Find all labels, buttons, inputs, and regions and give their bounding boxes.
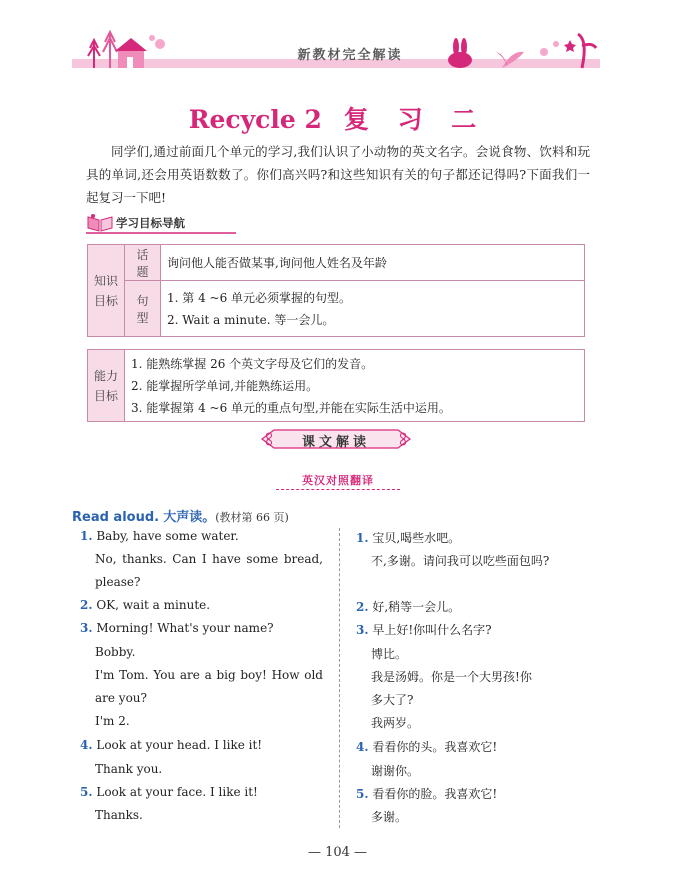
sentence-item: 1. 第 4 ~6 单元必须掌握的句型。	[167, 290, 352, 305]
column-divider	[339, 528, 340, 828]
chinese-line: 谢谢你。	[371, 764, 420, 778]
item-number: 5.	[80, 785, 93, 799]
topic-label: 话题	[125, 245, 161, 281]
textbook-reference: (教材第 66 页)	[215, 511, 289, 524]
item-number: 4.	[356, 740, 369, 754]
chinese-line: 2. 好,稍等一会儿。	[356, 600, 461, 614]
sentence-row	[88, 281, 585, 337]
read-aloud-english: Read aloud.	[72, 510, 160, 525]
topic-text: 询问他人能否做某事,询问他人姓名及年龄	[161, 245, 585, 281]
chinese-line: 多谢。	[371, 810, 408, 824]
chinese-line: 不,多谢。请问我可以吃些面包吗?	[371, 554, 550, 568]
item-number: 4.	[80, 738, 93, 752]
book-icon	[86, 213, 114, 233]
ability-content	[125, 350, 585, 422]
item-number: 3.	[80, 621, 93, 635]
goals-heading-text: 学习目标导航	[116, 216, 185, 230]
chinese-line: 4. 看看你的头。我喜欢它!	[356, 740, 498, 754]
subtitle-underline	[276, 489, 400, 490]
title-chinese: 复 习 二	[343, 105, 487, 134]
item-number: 3.	[356, 623, 369, 637]
page-number: — 104 —	[307, 845, 368, 860]
ability-item: 1. 能熟练掌握 26 个英文字母及它们的发音。	[131, 356, 374, 371]
item-number: 5.	[356, 787, 369, 801]
english-line: Thank you.	[95, 762, 163, 776]
section-banner	[260, 428, 412, 450]
english-line: 1. Baby, have some water.	[80, 529, 239, 543]
chinese-line: 我两岁。	[371, 716, 420, 730]
read-aloud-chinese: 大声读。	[163, 510, 216, 525]
sentence-content	[161, 281, 585, 337]
chinese-line: 5. 看看你的脸。我喜欢它!	[356, 787, 498, 801]
ability-goal-label: 能力 目标	[88, 350, 125, 422]
item-number: 2.	[356, 600, 369, 614]
intro-paragraph: 同学们,通过前面几个单元的学习,我们认识了小动物的英文名字。会说食物、饮料和玩具的单词,还会用英语数数了。你们高兴吗?和这些知识有关的句子都还记得吗?下面我们一起复习一下吧!	[86, 144, 590, 205]
title-english: Recycle 2	[188, 105, 322, 134]
item-number: 1.	[356, 531, 369, 545]
section-subtitle: 英汉对照翻译	[302, 474, 374, 487]
sentence-label: 句型	[125, 281, 161, 337]
english-line: Bobby.	[95, 645, 136, 659]
table-spacer	[88, 337, 585, 350]
item-number: 1.	[80, 529, 93, 543]
english-line: are you?	[95, 691, 147, 705]
english-line: 3. Morning! What's your name?	[80, 621, 274, 635]
ability-row	[88, 350, 585, 422]
knowledge-goal-label: 知识 目标	[88, 245, 125, 337]
ability-item: 2. 能掌握所学单词,并能熟练运用。	[131, 378, 319, 393]
item-number: 2.	[80, 598, 93, 612]
english-line: 5. Look at your face. I like it!	[80, 785, 258, 799]
english-line: please?	[95, 575, 141, 589]
chinese-line: 博比。	[371, 647, 408, 661]
ability-item: 3. 能掌握第 4 ~6 单元的重点句型,并能在实际生活中运用。	[131, 400, 451, 415]
english-line: I'm Tom. You are a big boy! How old	[95, 668, 323, 682]
goals-table	[87, 244, 585, 422]
sentence-item: 2. Wait a minute. 等一会儿。	[167, 312, 335, 327]
english-line: I'm 2.	[95, 714, 130, 728]
chinese-line: 3. 早上好!你叫什么名字?	[356, 623, 492, 637]
section-title: 课文解读	[301, 435, 370, 450]
chinese-line: 多大了?	[371, 693, 414, 707]
english-line: Thanks.	[95, 808, 143, 822]
topic-row	[88, 245, 585, 281]
header-title: 新教材完全解读	[297, 48, 403, 63]
english-line: No, thanks. Can I have some bread,	[95, 552, 323, 566]
chinese-line: 我是汤姆。你是一个大男孩!你	[371, 670, 532, 684]
header-banner	[72, 30, 600, 72]
goals-heading-underline	[86, 231, 236, 235]
chinese-line: 1. 宝贝,喝些水吧。	[356, 531, 461, 545]
english-line: 4. Look at your head. I like it!	[80, 738, 263, 752]
english-line: 2. OK, wait a minute.	[80, 598, 211, 612]
read-aloud-heading	[72, 506, 289, 525]
page-title	[0, 100, 675, 136]
